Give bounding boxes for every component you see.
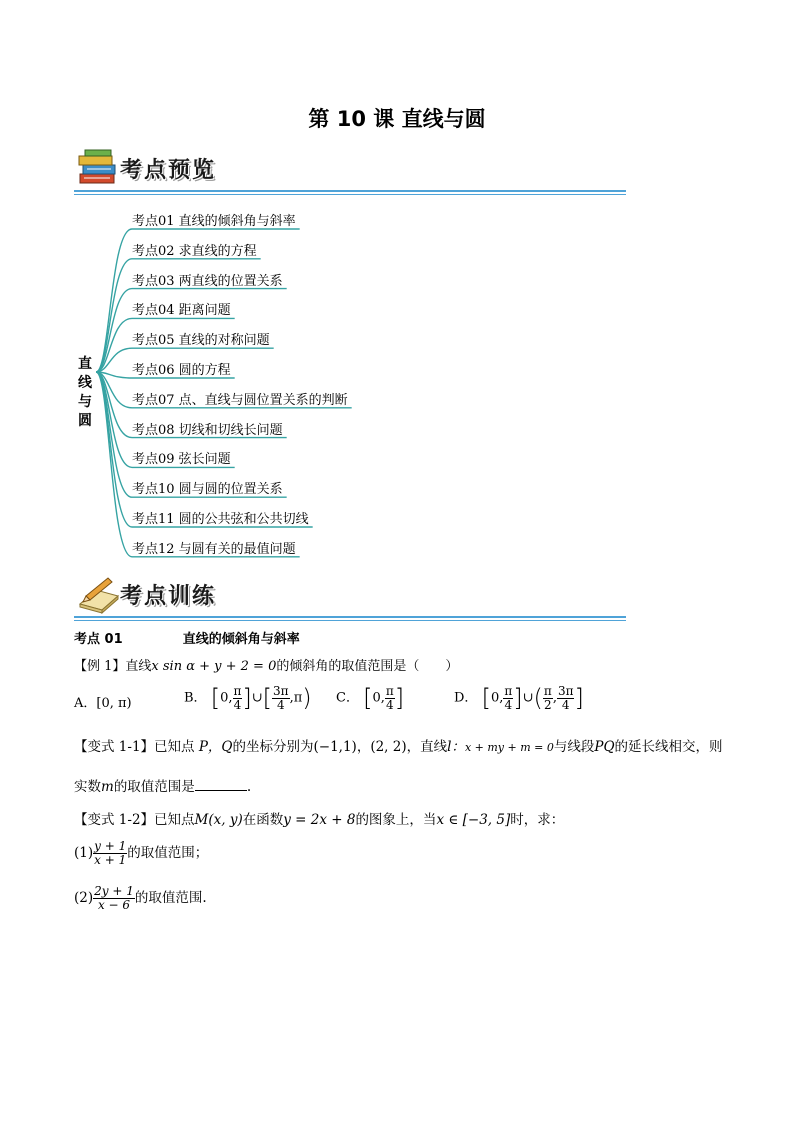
variant-1-2-interval: x ∈ [−3, 5] bbox=[436, 812, 511, 828]
variant-1-1-line2-suffix: 的取值范围是 bbox=[113, 779, 195, 795]
training-section-label: 考点训练 bbox=[120, 584, 217, 609]
frac-den: 4 bbox=[561, 697, 570, 712]
books-icon bbox=[76, 148, 122, 188]
option-b: B． [0, $\frac{\pi}{4}$ ]∪[ $\frac{3\pi}{4}$ ,π) bbox=[184, 683, 312, 712]
variant-1-1-var-m: m bbox=[101, 779, 114, 795]
option-d-letter: D． bbox=[454, 690, 478, 706]
option-b-lower: 0 bbox=[220, 690, 229, 706]
variant-1-1-sep: ， bbox=[356, 739, 371, 755]
q1-label: (1) bbox=[74, 845, 94, 861]
variant-1-1-mid1: 的坐标分别为 bbox=[232, 739, 314, 755]
option-d-fraction-3 bbox=[557, 685, 575, 712]
variant-1-1-line-2 bbox=[74, 775, 754, 795]
section-divider-thin bbox=[74, 620, 626, 621]
mindmap-item: 考点10 圆与圆的位置关系 bbox=[132, 482, 283, 498]
variant-1-2-q1 bbox=[74, 840, 754, 867]
mindmap-item: 考点05 直线的对称问题 bbox=[132, 333, 270, 349]
option-d: D． [0, $\frac{\pi}{4}$ ]∪( $\frac{\pi}{2}$ , $\frac{3\pi}{4}$ ] bbox=[454, 683, 584, 712]
frac-den: 4 bbox=[233, 697, 242, 712]
variant-1-2-point: M(x, y) bbox=[194, 812, 243, 828]
union-symbol: ∪ bbox=[522, 690, 534, 706]
option-b-letter: B． bbox=[184, 690, 207, 706]
mindmap-item: 考点06 圆的方程 bbox=[132, 363, 231, 378]
mindmap-item: 考点04 距离问题 bbox=[132, 303, 231, 319]
variant-1-1-end: . bbox=[246, 779, 252, 795]
example-1-stem bbox=[74, 655, 754, 674]
example-1-suffix: 的倾斜角的取值范围是（ ） bbox=[276, 659, 459, 674]
bracket: ( bbox=[533, 684, 543, 712]
option-b-fraction-2 bbox=[272, 685, 290, 712]
topic-mindmap bbox=[70, 200, 410, 560]
variant-1-2-stem bbox=[74, 808, 754, 828]
q1-denominator: x + 1 bbox=[94, 853, 127, 867]
bracket: ] bbox=[513, 684, 523, 712]
variant-1-1-mid3: 与线段 bbox=[553, 739, 595, 755]
variant-1-1-line-1 bbox=[74, 735, 754, 755]
option-c-fraction bbox=[385, 685, 395, 712]
q2-fraction bbox=[93, 885, 135, 912]
variant-1-2-q2 bbox=[74, 885, 754, 912]
kaodian-label: 考点 01 bbox=[74, 632, 123, 647]
variant-1-2-mid2: 的图象上，当 bbox=[355, 812, 437, 828]
answer-blank[interactable] bbox=[195, 778, 247, 791]
bracket: ] bbox=[574, 684, 584, 712]
frac-den: 4 bbox=[276, 697, 285, 712]
frac-num: π bbox=[543, 683, 552, 698]
variant-1-1-line2-prefix: 实数 bbox=[74, 779, 101, 795]
option-b-fraction bbox=[233, 685, 243, 712]
frac-den: 2 bbox=[544, 697, 552, 712]
variant-1-1-segment: PQ bbox=[594, 739, 615, 755]
pencil-notebook-icon bbox=[76, 574, 122, 614]
q2-denominator: x − 6 bbox=[97, 898, 131, 912]
variant-1-1-line-eq: x + my + m = 0 bbox=[464, 741, 554, 754]
mindmap-item: 考点07 点、直线与圆位置关系的判断 bbox=[132, 392, 348, 408]
option-d-lower: 0 bbox=[490, 690, 500, 706]
bracket: ] bbox=[394, 684, 405, 712]
bracket: [ bbox=[363, 684, 373, 712]
variant-1-1-line-name: l： bbox=[447, 739, 465, 755]
variant-1-1-points: P，Q bbox=[198, 739, 233, 755]
mindmap-item: 考点08 切线和切线长问题 bbox=[132, 422, 283, 438]
option-d-fraction bbox=[503, 685, 513, 712]
example-1-options bbox=[74, 684, 754, 720]
mindmap-item: 考点03 两直线的位置关系 bbox=[132, 273, 283, 289]
option-c-letter: C． bbox=[336, 690, 359, 706]
frac-num: π bbox=[385, 683, 394, 698]
section-divider bbox=[74, 616, 626, 618]
variant-1-1-prefix: 【变式 1-1】已知点 bbox=[74, 739, 195, 755]
bracket: [ bbox=[262, 684, 273, 712]
frac-num: 3π bbox=[557, 683, 574, 698]
mindmap-item: 考点12 与圆有关的最值问题 bbox=[132, 541, 296, 557]
option-d-fraction-2 bbox=[543, 685, 553, 712]
bracket: [ bbox=[481, 684, 491, 712]
option-b-upper: π bbox=[293, 690, 303, 706]
option-a-value: [0, π) bbox=[96, 696, 132, 711]
variant-1-1-tail: 的延长线相交，则 bbox=[614, 739, 723, 755]
section-divider-thin bbox=[74, 194, 626, 195]
frac-den: 4 bbox=[386, 697, 394, 712]
bracket: ) bbox=[302, 684, 312, 712]
mindmap-item: 考点09 弦长问题 bbox=[132, 452, 231, 468]
example-1-equation: x sin α + y + 2 = 0 bbox=[151, 659, 277, 674]
option-c: C． [0, $\frac{\pi}{4}$ ] bbox=[336, 683, 405, 712]
variant-1-2-prefix: 【变式 1-2】已知点 bbox=[74, 812, 195, 828]
kaodian-title: 直线的倾斜角与斜率 bbox=[182, 632, 300, 647]
example-1-prefix: 【例 1】直线 bbox=[74, 659, 152, 674]
q1-fraction bbox=[93, 840, 127, 867]
mindmap-item: 考点02 求直线的方程 bbox=[132, 243, 257, 259]
frac-den: 4 bbox=[504, 697, 513, 712]
variant-1-1-mid2: ，直线 bbox=[406, 739, 448, 755]
page-title: 第 10 课 直线与圆 bbox=[308, 107, 486, 131]
variant-1-2-tail: 时，求： bbox=[510, 812, 565, 828]
variant-1-1-coord1: (−1,1) bbox=[313, 739, 357, 755]
option-a-letter: A． bbox=[74, 696, 97, 711]
frac-num: π bbox=[233, 683, 242, 698]
bracket: [ bbox=[210, 684, 221, 712]
q2-numerator: 2y + 1 bbox=[94, 884, 134, 898]
mindmap-root-label: 直线与圆 bbox=[78, 356, 92, 429]
option-a bbox=[74, 692, 132, 711]
training-section-header bbox=[74, 574, 626, 620]
mindmap-item: 考点01 直线的倾斜角与斜率 bbox=[132, 214, 296, 229]
q1-tail: 的取值范围； bbox=[127, 845, 209, 861]
bracket: ] bbox=[242, 684, 252, 712]
frac-num: 3π bbox=[273, 683, 289, 698]
kaodian-heading bbox=[74, 628, 754, 647]
section-divider bbox=[74, 190, 626, 192]
variant-1-2-func: y = 2x + 8 bbox=[283, 812, 356, 828]
option-c-lower: 0 bbox=[372, 690, 381, 706]
q2-label: (2) bbox=[74, 890, 94, 906]
preview-section-label: 考点预览 bbox=[120, 158, 217, 183]
mindmap-root bbox=[78, 355, 96, 431]
q1-numerator: y + 1 bbox=[94, 839, 127, 853]
q2-tail: 的取值范围. bbox=[134, 890, 207, 906]
variant-1-2-mid1: 在函数 bbox=[242, 812, 284, 828]
preview-section-header bbox=[74, 148, 626, 194]
mindmap-item: 考点11 圆的公共弦和公共切线 bbox=[132, 512, 309, 527]
variant-1-1-coord2: (2, 2) bbox=[370, 739, 407, 755]
union-symbol: ∪ bbox=[251, 690, 263, 706]
frac-num: π bbox=[504, 683, 513, 698]
